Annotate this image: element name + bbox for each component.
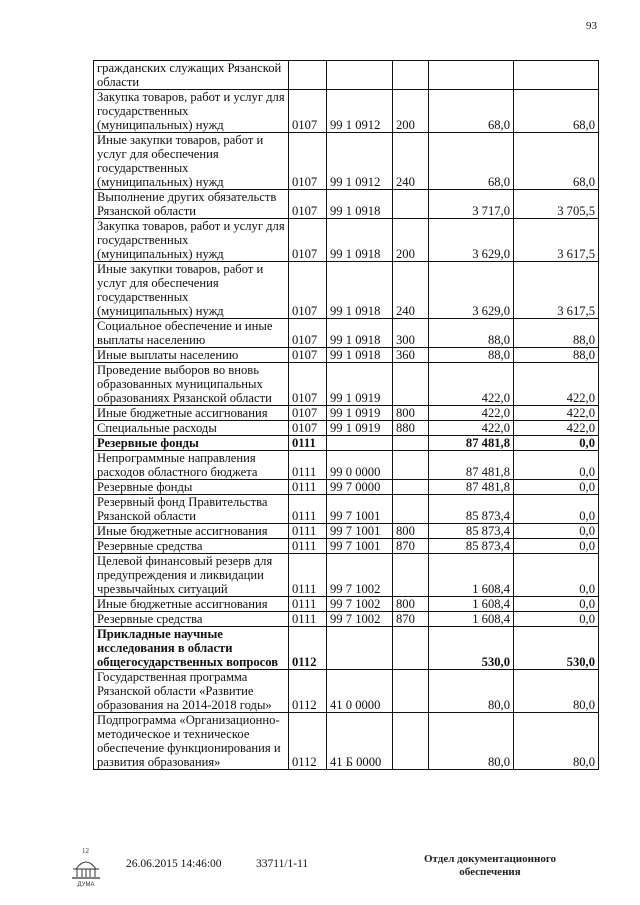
- cell-target-code: 41 0 0000: [327, 670, 393, 713]
- cell-expense-type: [393, 436, 429, 451]
- table-row: [94, 713, 599, 770]
- cell-section: 0111: [289, 524, 327, 539]
- cell-amount-approved: 1 608,4: [429, 597, 514, 612]
- cell-target-code: 99 7 1002: [327, 554, 393, 597]
- cell-target-code: 41 Б 0000: [327, 713, 393, 770]
- cell-name: Резервные фонды: [94, 436, 289, 451]
- table-row: [94, 554, 599, 597]
- cell-section: 0112: [289, 627, 327, 670]
- cell-expense-type: [393, 554, 429, 597]
- cell-expense-type: 360: [393, 348, 429, 363]
- cell-amount-executed: 0,0: [514, 495, 599, 524]
- cell-name: Проведение выборов во вновь образованных муниципальных образованиях Рязанской области: [94, 363, 289, 406]
- cell-section: 0111: [289, 539, 327, 554]
- cell-amount-approved: [429, 61, 514, 90]
- cell-name: Иные закупки товаров, работ и услуг для обеспечения государственных (муниципальных) нужд: [94, 262, 289, 319]
- cell-section: 0107: [289, 133, 327, 190]
- cell-name: Резервный фонд Правительства Рязанской области: [94, 495, 289, 524]
- cell-amount-approved: 87 481,8: [429, 451, 514, 480]
- svg-text:12: 12: [82, 847, 89, 855]
- cell-expense-type: 800: [393, 406, 429, 421]
- cell-amount-executed: 3 617,5: [514, 219, 599, 262]
- table-row: [94, 436, 599, 451]
- cell-amount-executed: 0,0: [514, 524, 599, 539]
- cell-amount-executed: 422,0: [514, 363, 599, 406]
- cell-expense-type: 240: [393, 262, 429, 319]
- cell-expense-type: 200: [393, 90, 429, 133]
- footer-doc-code: 33711/1-11: [256, 858, 309, 870]
- cell-expense-type: [393, 627, 429, 670]
- cell-amount-executed: 0,0: [514, 451, 599, 480]
- cell-expense-type: 300: [393, 319, 429, 348]
- cell-target-code: 99 1 0918: [327, 319, 393, 348]
- cell-name: Иные выплаты населению: [94, 348, 289, 363]
- cell-section: 0107: [289, 262, 327, 319]
- table-row: [94, 421, 599, 436]
- cell-amount-approved: 80,0: [429, 713, 514, 770]
- cell-amount-approved: 88,0: [429, 319, 514, 348]
- footer-datetime: 26.06.2015 14:46:00: [126, 858, 222, 870]
- cell-amount-executed: 530,0: [514, 627, 599, 670]
- table-row: [94, 133, 599, 190]
- cell-section: 0107: [289, 363, 327, 406]
- cell-target-code: 99 0 0000: [327, 451, 393, 480]
- cell-target-code: 99 1 0919: [327, 421, 393, 436]
- cell-amount-executed: 0,0: [514, 612, 599, 627]
- cell-amount-executed: 80,0: [514, 670, 599, 713]
- cell-target-code: [327, 627, 393, 670]
- cell-expense-type: [393, 670, 429, 713]
- cell-amount-approved: 422,0: [429, 406, 514, 421]
- table-row: [94, 319, 599, 348]
- cell-target-code: 99 1 0919: [327, 363, 393, 406]
- cell-amount-executed: 80,0: [514, 713, 599, 770]
- cell-name: Иные закупки товаров, работ и услуг для обеспечения государственных (муниципальных) нужд: [94, 133, 289, 190]
- cell-name: Закупка товаров, работ и услуг для государственных (муниципальных) нужд: [94, 219, 289, 262]
- table-row: [94, 627, 599, 670]
- cell-name: Выполнение других обязательств Рязанской области: [94, 190, 289, 219]
- cell-target-code: [327, 61, 393, 90]
- cell-amount-executed: 68,0: [514, 133, 599, 190]
- cell-section: [289, 61, 327, 90]
- table-row: [94, 219, 599, 262]
- table-row: [94, 524, 599, 539]
- cell-name: Прикладные научные исследования в области общегосударственных вопросов: [94, 627, 289, 670]
- cell-expense-type: 870: [393, 539, 429, 554]
- cell-section: 0112: [289, 670, 327, 713]
- cell-name: Специальные расходы: [94, 421, 289, 436]
- cell-expense-type: [393, 480, 429, 495]
- cell-target-code: 99 1 0918: [327, 348, 393, 363]
- table-row: [94, 406, 599, 421]
- cell-target-code: 99 7 1001: [327, 524, 393, 539]
- cell-amount-approved: 3 629,0: [429, 262, 514, 319]
- cell-amount-approved: 85 873,4: [429, 495, 514, 524]
- cell-section: 0111: [289, 597, 327, 612]
- cell-target-code: 99 1 0912: [327, 133, 393, 190]
- cell-name: Целевой финансовый резерв для предупреждения и ликвидации чрезвычайных ситуаций: [94, 554, 289, 597]
- cell-name: Социальное обеспечение и иные выплаты населению: [94, 319, 289, 348]
- cell-name: гражданских служащих Рязанской области: [94, 61, 289, 90]
- cell-section: 0112: [289, 713, 327, 770]
- table-row: [94, 363, 599, 406]
- cell-target-code: [327, 436, 393, 451]
- table-row: [94, 612, 599, 627]
- cell-name: Резервные средства: [94, 612, 289, 627]
- cell-target-code: 99 1 0912: [327, 90, 393, 133]
- table-row: [94, 495, 599, 524]
- duma-logo-icon: [68, 845, 104, 887]
- cell-expense-type: [393, 190, 429, 219]
- cell-amount-executed: 0,0: [514, 480, 599, 495]
- cell-amount-executed: 422,0: [514, 421, 599, 436]
- svg-text:ДУМА: ДУМА: [77, 882, 95, 887]
- cell-amount-approved: 530,0: [429, 627, 514, 670]
- cell-name: Непрограммные направления расходов областного бюджета: [94, 451, 289, 480]
- cell-amount-approved: 422,0: [429, 421, 514, 436]
- cell-amount-approved: 3 717,0: [429, 190, 514, 219]
- cell-expense-type: [393, 363, 429, 406]
- table-row: [94, 597, 599, 612]
- cell-amount-executed: 0,0: [514, 436, 599, 451]
- table-row: [94, 539, 599, 554]
- cell-expense-type: 800: [393, 597, 429, 612]
- cell-section: 0111: [289, 480, 327, 495]
- cell-amount-approved: 3 629,0: [429, 219, 514, 262]
- cell-section: 0107: [289, 421, 327, 436]
- cell-expense-type: [393, 495, 429, 524]
- cell-amount-executed: 3 617,5: [514, 262, 599, 319]
- cell-expense-type: 880: [393, 421, 429, 436]
- cell-amount-approved: 80,0: [429, 670, 514, 713]
- cell-amount-approved: 68,0: [429, 90, 514, 133]
- cell-amount-approved: 422,0: [429, 363, 514, 406]
- cell-section: 0111: [289, 436, 327, 451]
- cell-section: 0111: [289, 451, 327, 480]
- table-row: [94, 61, 599, 90]
- cell-amount-approved: 68,0: [429, 133, 514, 190]
- cell-section: 0107: [289, 406, 327, 421]
- cell-name: Государственная программа Рязанской области «Развитие образования на 2014-2018 годы»: [94, 670, 289, 713]
- table-row: [94, 480, 599, 495]
- cell-amount-approved: 87 481,8: [429, 480, 514, 495]
- cell-expense-type: 870: [393, 612, 429, 627]
- cell-target-code: 99 7 1002: [327, 612, 393, 627]
- cell-amount-executed: 422,0: [514, 406, 599, 421]
- cell-target-code: 99 1 0918: [327, 262, 393, 319]
- cell-amount-approved: 88,0: [429, 348, 514, 363]
- cell-expense-type: 200: [393, 219, 429, 262]
- table-row: [94, 670, 599, 713]
- cell-name: Иные бюджетные ассигнования: [94, 524, 289, 539]
- cell-section: 0111: [289, 495, 327, 524]
- cell-expense-type: [393, 451, 429, 480]
- cell-name: Резервные фонды: [94, 480, 289, 495]
- page-number: 93: [586, 20, 597, 32]
- cell-section: 0107: [289, 190, 327, 219]
- cell-amount-executed: 0,0: [514, 554, 599, 597]
- table-row: [94, 90, 599, 133]
- cell-section: 0107: [289, 90, 327, 133]
- table-row: [94, 262, 599, 319]
- cell-name: Иные бюджетные ассигнования: [94, 597, 289, 612]
- cell-name: Иные бюджетные ассигнования: [94, 406, 289, 421]
- cell-section: 0107: [289, 319, 327, 348]
- table-row: [94, 348, 599, 363]
- table-row: [94, 190, 599, 219]
- cell-target-code: 99 1 0918: [327, 190, 393, 219]
- cell-target-code: 99 7 1002: [327, 597, 393, 612]
- cell-amount-approved: 87 481,8: [429, 436, 514, 451]
- cell-section: 0107: [289, 348, 327, 363]
- cell-amount-executed: 0,0: [514, 597, 599, 612]
- cell-amount-executed: 68,0: [514, 90, 599, 133]
- cell-amount-approved: 85 873,4: [429, 539, 514, 554]
- footer-department: Отдел документационного обеспечения: [423, 853, 557, 878]
- cell-section: 0111: [289, 612, 327, 627]
- cell-target-code: 99 7 0000: [327, 480, 393, 495]
- cell-name: Закупка товаров, работ и услуг для государственных (муниципальных) нужд: [94, 90, 289, 133]
- cell-amount-executed: [514, 61, 599, 90]
- cell-expense-type: [393, 713, 429, 770]
- cell-section: 0107: [289, 219, 327, 262]
- cell-target-code: 99 1 0918: [327, 219, 393, 262]
- cell-amount-executed: 3 705,5: [514, 190, 599, 219]
- cell-expense-type: 240: [393, 133, 429, 190]
- cell-section: 0111: [289, 554, 327, 597]
- cell-target-code: 99 1 0919: [327, 406, 393, 421]
- table-row: [94, 451, 599, 480]
- cell-target-code: 99 7 1001: [327, 539, 393, 554]
- cell-name: Подпрограмма «Организационно-методическое и техническое обеспечение функционирования и развития образования»: [94, 713, 289, 770]
- cell-amount-executed: 88,0: [514, 348, 599, 363]
- cell-amount-approved: 1 608,4: [429, 554, 514, 597]
- cell-name: Резервные средства: [94, 539, 289, 554]
- cell-amount-executed: 88,0: [514, 319, 599, 348]
- cell-amount-approved: 1 608,4: [429, 612, 514, 627]
- cell-amount-approved: 85 873,4: [429, 524, 514, 539]
- cell-target-code: 99 7 1001: [327, 495, 393, 524]
- budget-table: [93, 60, 599, 770]
- cell-expense-type: 800: [393, 524, 429, 539]
- cell-expense-type: [393, 61, 429, 90]
- cell-amount-executed: 0,0: [514, 539, 599, 554]
